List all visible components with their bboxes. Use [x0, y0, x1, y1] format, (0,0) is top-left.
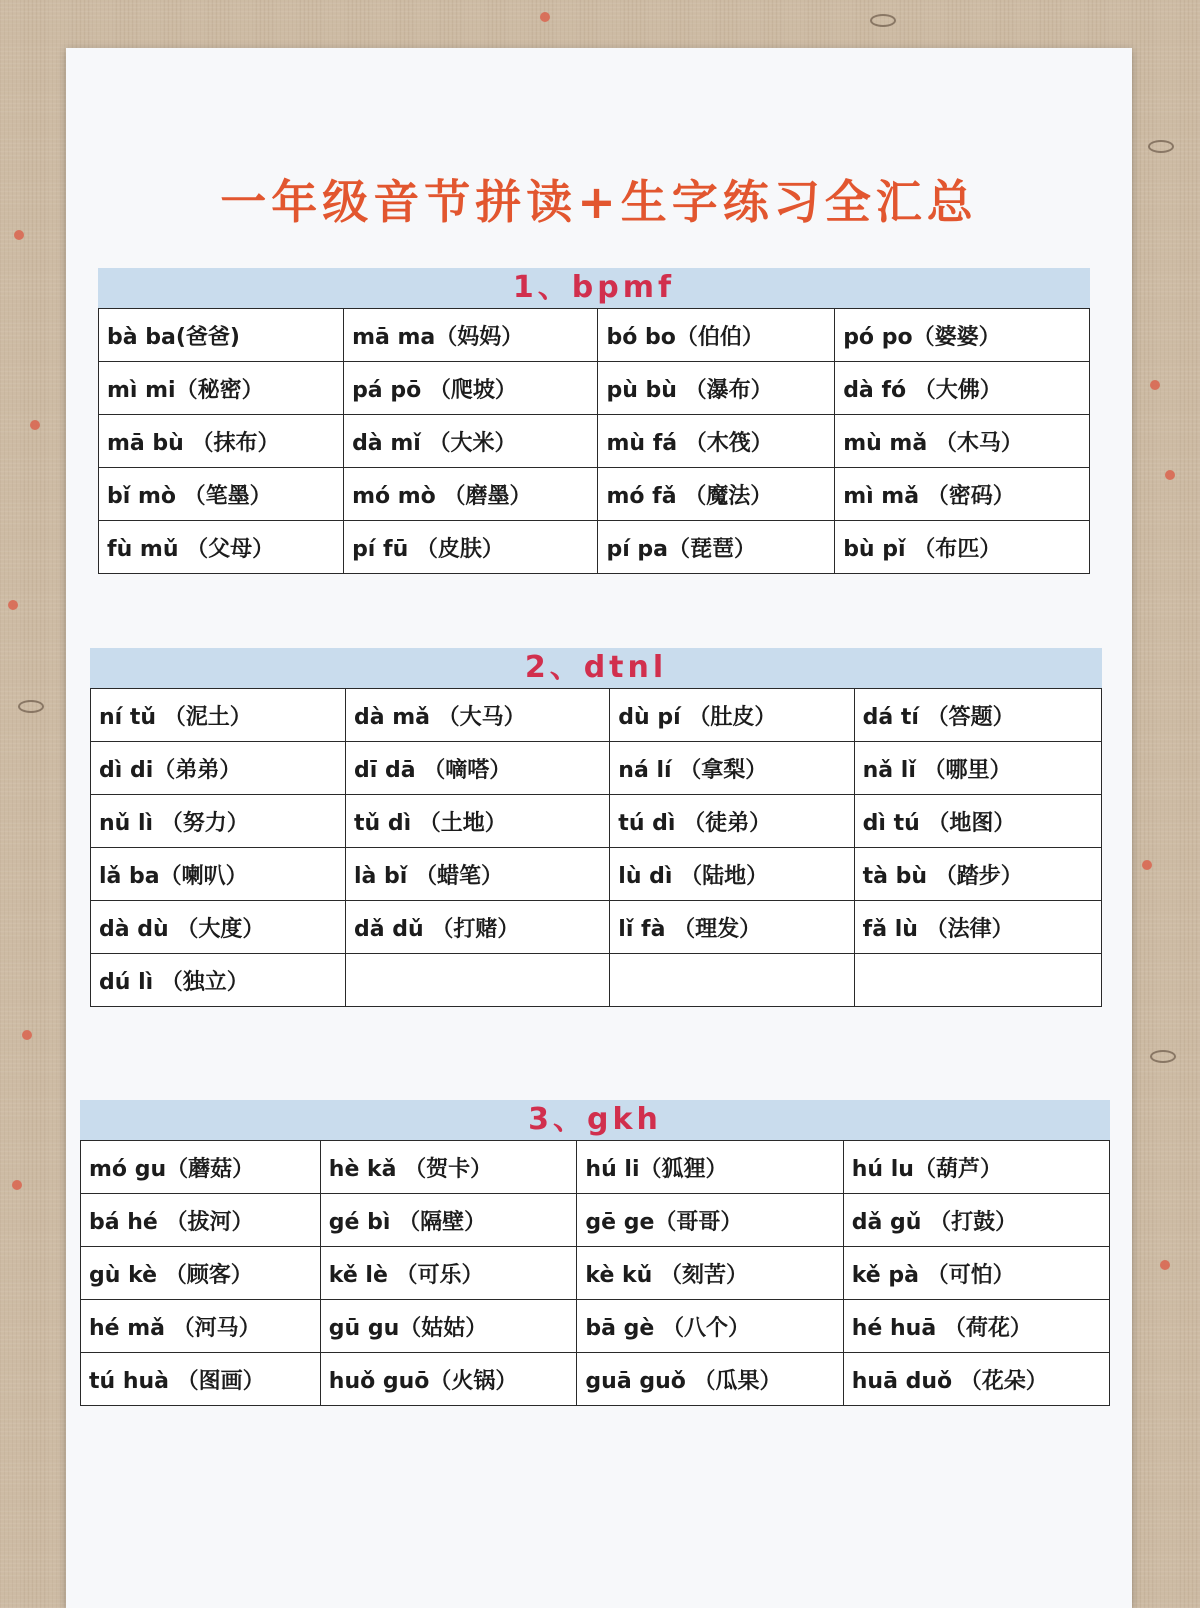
tablecloth-flower — [1165, 470, 1175, 480]
word-cell: pí fū （皮肤） — [344, 521, 598, 574]
table-row — [99, 415, 1090, 468]
word-cell: pù bù （瀑布） — [598, 362, 835, 415]
table-row — [91, 795, 1102, 848]
word-cell: là bǐ （蜡笔） — [346, 848, 610, 901]
word-cell: dá tí （答题） — [854, 689, 1101, 742]
word-cell: lǎ ba（喇叭） — [91, 848, 346, 901]
table-row — [81, 1247, 1110, 1300]
table-row — [91, 848, 1102, 901]
word-cell: mā bù （抹布） — [99, 415, 344, 468]
word-cell: mā ma（妈妈） — [344, 309, 598, 362]
tablecloth-flower — [12, 1180, 22, 1190]
word-cell: huā duǒ （花朵） — [843, 1353, 1109, 1406]
word-cell: tà bù （踏步） — [854, 848, 1101, 901]
word-cell: gū gu（姑姑） — [320, 1300, 577, 1353]
word-cell: ná lí （拿梨） — [610, 742, 854, 795]
word-cell: dī dā （嘀嗒） — [346, 742, 610, 795]
tablecloth-flower — [1142, 860, 1152, 870]
word-cell: mì mi（秘密） — [99, 362, 344, 415]
pinyin-table — [98, 308, 1090, 574]
pinyin-table — [90, 688, 1102, 1007]
word-cell: ní tǔ （泥土） — [91, 689, 346, 742]
word-cell: dì tú （地图） — [854, 795, 1101, 848]
word-cell: pó po（婆婆） — [835, 309, 1090, 362]
section-gkh — [80, 1100, 1110, 1406]
table-row — [81, 1300, 1110, 1353]
word-cell: dà mǐ （大米） — [344, 415, 598, 468]
word-cell: huǒ guō（火锅） — [320, 1353, 577, 1406]
word-cell: gù kè （顾客） — [81, 1247, 321, 1300]
word-cell: fù mǔ （父母） — [99, 521, 344, 574]
word-cell: mù mǎ （木马） — [835, 415, 1090, 468]
word-cell: dú lì （独立） — [91, 954, 346, 1007]
tablecloth-flower — [1160, 1260, 1170, 1270]
tablecloth-flower — [1150, 380, 1160, 390]
word-cell: bǐ mò （笔墨） — [99, 468, 344, 521]
empty-cell — [610, 954, 854, 1007]
tablecloth-flower — [30, 420, 40, 430]
word-cell: tǔ dì （土地） — [346, 795, 610, 848]
word-cell: mó gu（蘑菇） — [81, 1141, 321, 1194]
word-cell: dì di（弟弟） — [91, 742, 346, 795]
word-cell: lù dì （陆地） — [610, 848, 854, 901]
word-cell: pá pō （爬坡） — [344, 362, 598, 415]
table-row — [99, 468, 1090, 521]
word-cell: kě lè （可乐） — [320, 1247, 577, 1300]
table-row — [91, 689, 1102, 742]
word-cell: hú lu（葫芦） — [843, 1141, 1109, 1194]
word-cell: pí pa（琵琶） — [598, 521, 835, 574]
tablecloth-leaf — [18, 700, 44, 713]
word-cell: dǎ gǔ （打鼓） — [843, 1194, 1109, 1247]
section-bpmf — [98, 268, 1090, 574]
word-cell: dà fó （大佛） — [835, 362, 1090, 415]
word-cell: mó fǎ （魔法） — [598, 468, 835, 521]
word-cell: nǔ lì （努力） — [91, 795, 346, 848]
tablecloth-flower — [22, 1030, 32, 1040]
table-row — [91, 901, 1102, 954]
worksheet-title: 一年级音节拼读+生字练习全汇总 — [220, 175, 978, 229]
word-cell: hú li（狐狸） — [577, 1141, 843, 1194]
pinyin-table — [80, 1140, 1110, 1406]
tablecloth-flower — [540, 12, 550, 22]
section-heading: 3、gkh — [80, 1100, 1110, 1140]
table-row — [99, 362, 1090, 415]
table-row — [91, 954, 1102, 1007]
empty-cell — [346, 954, 610, 1007]
word-cell: kè kǔ （刻苦） — [577, 1247, 843, 1300]
table-row — [99, 521, 1090, 574]
word-cell: nǎ lǐ （哪里） — [854, 742, 1101, 795]
word-cell: hè kǎ （贺卡） — [320, 1141, 577, 1194]
word-cell: lǐ fà （理发） — [610, 901, 854, 954]
word-cell: tú huà （图画） — [81, 1353, 321, 1406]
word-cell: hé huā （荷花） — [843, 1300, 1109, 1353]
word-cell: guā guǒ （瓜果） — [577, 1353, 843, 1406]
tablecloth-flower — [8, 600, 18, 610]
word-cell: gē ge（哥哥） — [577, 1194, 843, 1247]
word-cell: kě pà （可怕） — [843, 1247, 1109, 1300]
tablecloth-leaf — [1148, 140, 1174, 153]
word-cell: bù pǐ （布匹） — [835, 521, 1090, 574]
word-cell: dǎ dǔ （打赌） — [346, 901, 610, 954]
section-dtnl — [90, 648, 1102, 1007]
word-cell: bā gè （八个） — [577, 1300, 843, 1353]
section-heading: 1、bpmf — [98, 268, 1090, 308]
word-cell: tú dì （徒弟） — [610, 795, 854, 848]
word-cell: dù pí （肚皮） — [610, 689, 854, 742]
table-row — [91, 742, 1102, 795]
word-cell: fǎ lù （法律） — [854, 901, 1101, 954]
table-row — [81, 1353, 1110, 1406]
word-cell: mó mò （磨墨） — [344, 468, 598, 521]
word-cell: mù fá （木筏） — [598, 415, 835, 468]
section-heading: 2、dtnl — [90, 648, 1102, 688]
empty-cell — [854, 954, 1101, 1007]
tablecloth-flower — [14, 230, 24, 240]
word-cell: gé bì （隔壁） — [320, 1194, 577, 1247]
word-cell: mì mǎ （密码） — [835, 468, 1090, 521]
word-cell: bà ba(爸爸) — [99, 309, 344, 362]
tablecloth-leaf — [1150, 1050, 1176, 1063]
table-row — [81, 1194, 1110, 1247]
table-row — [99, 309, 1090, 362]
word-cell: bá hé （拔河） — [81, 1194, 321, 1247]
word-cell: hé mǎ （河马） — [81, 1300, 321, 1353]
table-row — [81, 1141, 1110, 1194]
tablecloth-leaf — [870, 14, 896, 27]
word-cell: dà mǎ （大马） — [346, 689, 610, 742]
word-cell: dà dù （大度） — [91, 901, 346, 954]
word-cell: bó bo（伯伯） — [598, 309, 835, 362]
